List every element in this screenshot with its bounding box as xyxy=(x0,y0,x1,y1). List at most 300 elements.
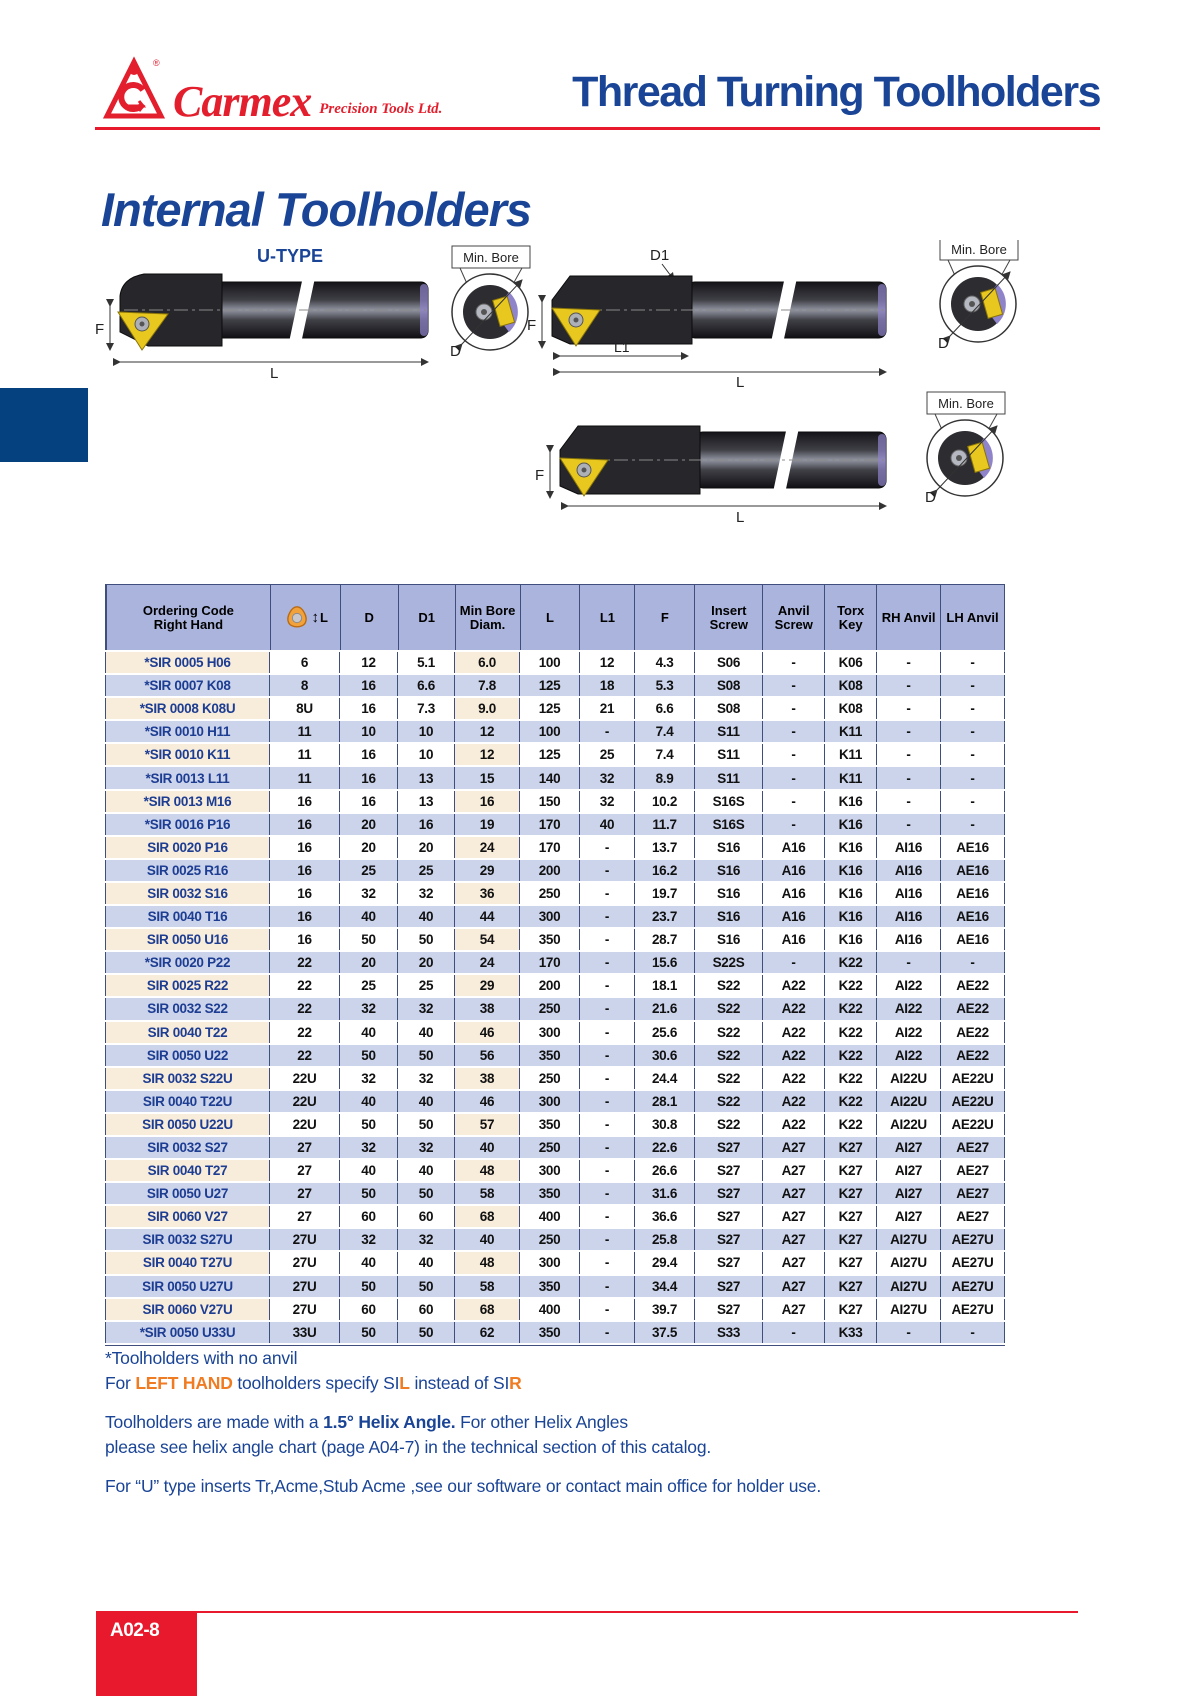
value-cell: S27 xyxy=(695,1229,763,1250)
value-cell: 400 xyxy=(520,1299,580,1320)
value-cell: K27 xyxy=(825,1183,877,1204)
note-highlight: R xyxy=(509,1373,522,1393)
dim-l-label: L xyxy=(270,365,279,382)
table-row xyxy=(105,1299,1005,1320)
value-cell: K16 xyxy=(825,837,877,858)
value-cell: 300 xyxy=(520,1252,580,1273)
value-cell: 60 xyxy=(398,1299,455,1320)
value-cell: AE16 xyxy=(941,837,1005,858)
value-cell: - xyxy=(763,767,825,788)
note-highlight: LEFT HAND xyxy=(135,1373,233,1393)
dim-l1-label: L1 xyxy=(614,339,630,355)
value-cell: 16 xyxy=(340,767,398,788)
value-cell: - xyxy=(580,837,635,858)
value-cell: S27 xyxy=(695,1206,763,1227)
ordering-code-cell: SIR 0032 S27U xyxy=(105,1229,270,1250)
value-cell: - xyxy=(763,814,825,835)
value-cell: 16 xyxy=(270,791,340,812)
ordering-code-cell: *SIR 0007 K08 xyxy=(105,675,270,696)
value-cell: - xyxy=(941,767,1005,788)
value-cell: 27U xyxy=(270,1229,340,1250)
value-cell: A27 xyxy=(763,1276,825,1297)
value-cell: A22 xyxy=(763,1022,825,1043)
value-cell: 27 xyxy=(270,1137,340,1158)
value-cell: K27 xyxy=(825,1137,877,1158)
value-cell: 36 xyxy=(455,883,520,904)
value-cell: AI27 xyxy=(877,1137,941,1158)
col-header-insert-screw: Insert Screw xyxy=(695,585,763,650)
value-cell: K22 xyxy=(825,1022,877,1043)
value-cell: 8 xyxy=(270,675,340,696)
value-cell: 6.6 xyxy=(635,698,695,719)
value-cell: 29 xyxy=(455,975,520,996)
note-text: toolholders specify SI xyxy=(232,1373,400,1393)
value-cell: 22 xyxy=(270,975,340,996)
value-cell: 170 xyxy=(520,837,580,858)
value-cell: 46 xyxy=(455,1091,520,1112)
ordering-code-cell: *SIR 0016 P16 xyxy=(105,814,270,835)
value-cell: K22 xyxy=(825,1045,877,1066)
value-cell: 13.7 xyxy=(635,837,695,858)
value-cell: - xyxy=(941,814,1005,835)
value-cell: 16 xyxy=(270,906,340,927)
value-cell: 25 xyxy=(340,860,398,881)
value-cell: 44 xyxy=(455,906,520,927)
value-cell: 20 xyxy=(340,814,398,835)
value-cell: - xyxy=(580,1183,635,1204)
value-cell: 60 xyxy=(340,1206,398,1227)
value-cell: 250 xyxy=(520,1068,580,1089)
value-cell: - xyxy=(580,1114,635,1135)
value-cell: 7.3 xyxy=(398,698,455,719)
value-cell: 40 xyxy=(340,1252,398,1273)
note-helix-2: please see helix angle chart (page A04-7) in the technical section of this catalog. xyxy=(105,1437,712,1457)
value-cell: 13 xyxy=(398,767,455,788)
value-cell: 100 xyxy=(520,721,580,742)
value-cell: - xyxy=(580,929,635,950)
value-cell: - xyxy=(877,721,941,742)
value-cell: 22.6 xyxy=(635,1137,695,1158)
ordering-code-cell: SIR 0050 U22U xyxy=(105,1114,270,1135)
value-cell: 27 xyxy=(270,1206,340,1227)
value-cell: 25 xyxy=(398,860,455,881)
value-cell: 26.6 xyxy=(635,1160,695,1181)
value-cell: A16 xyxy=(763,837,825,858)
value-cell: S27 xyxy=(695,1183,763,1204)
value-cell: K27 xyxy=(825,1276,877,1297)
dim-d1-label: D1 xyxy=(650,247,670,264)
value-cell: K16 xyxy=(825,906,877,927)
value-cell: K11 xyxy=(825,744,877,765)
table-row xyxy=(105,883,1005,904)
value-cell: 350 xyxy=(520,1322,580,1343)
value-cell: - xyxy=(877,744,941,765)
value-cell: A22 xyxy=(763,975,825,996)
value-cell: - xyxy=(877,767,941,788)
value-cell: AI22 xyxy=(877,1022,941,1043)
value-cell: 27 xyxy=(270,1183,340,1204)
value-cell: K27 xyxy=(825,1252,877,1273)
note-u-type: For “U” type inserts Tr,Acme,Stub Acme ,see our software or contact main office for holder use. xyxy=(105,1476,821,1496)
value-cell: - xyxy=(763,744,825,765)
value-cell: AE27 xyxy=(941,1183,1005,1204)
note-left-hand xyxy=(105,1373,1025,1394)
min-bore-label: Min. Bore xyxy=(938,396,994,411)
value-cell: 32 xyxy=(398,1068,455,1089)
value-cell: AI27U xyxy=(877,1299,941,1320)
value-cell: AE16 xyxy=(941,883,1005,904)
ordering-code-cell: SIR 0025 R22 xyxy=(105,975,270,996)
value-cell: 6 xyxy=(270,652,340,673)
value-cell: 4.3 xyxy=(635,652,695,673)
value-cell: 36.6 xyxy=(635,1206,695,1227)
value-cell: A27 xyxy=(763,1137,825,1158)
value-cell: 50 xyxy=(340,1183,398,1204)
value-cell: 22 xyxy=(270,998,340,1019)
value-cell: S08 xyxy=(695,698,763,719)
value-cell: S33 xyxy=(695,1322,763,1343)
value-cell: - xyxy=(941,744,1005,765)
value-cell: - xyxy=(941,698,1005,719)
footer-rule xyxy=(196,1611,1078,1613)
value-cell: 300 xyxy=(520,906,580,927)
value-cell: 250 xyxy=(520,1137,580,1158)
value-cell: S22 xyxy=(695,1045,763,1066)
value-cell: 9.0 xyxy=(455,698,520,719)
value-cell: 125 xyxy=(520,744,580,765)
value-cell: 16 xyxy=(270,837,340,858)
value-cell: AE22 xyxy=(941,975,1005,996)
value-cell: S11 xyxy=(695,767,763,788)
header-line: Right Hand xyxy=(153,616,224,632)
col-header-anvil-screw: Anvil Screw xyxy=(763,585,825,650)
value-cell: S08 xyxy=(695,675,763,696)
ordering-code-cell: SIR 0020 P16 xyxy=(105,837,270,858)
value-cell: - xyxy=(580,1206,635,1227)
value-cell: 13 xyxy=(398,791,455,812)
value-cell: 24.4 xyxy=(635,1068,695,1089)
value-cell: A27 xyxy=(763,1252,825,1273)
value-cell: 22U xyxy=(270,1091,340,1112)
table-row xyxy=(105,837,1005,858)
note-no-anvil: *Toolholders with no anvil xyxy=(105,1348,298,1368)
value-cell: 200 xyxy=(520,975,580,996)
value-cell: - xyxy=(877,814,941,835)
table-row xyxy=(105,1137,1005,1158)
value-cell: 20 xyxy=(398,837,455,858)
dim-l-label: L xyxy=(736,509,745,526)
value-cell: 10.2 xyxy=(635,791,695,812)
value-cell: 5.1 xyxy=(398,652,455,673)
carmex-logo-icon xyxy=(103,56,165,124)
value-cell: 22 xyxy=(270,1022,340,1043)
value-cell: 125 xyxy=(520,698,580,719)
value-cell: 50 xyxy=(398,1045,455,1066)
ordering-code-cell: *SIR 0005 H06 xyxy=(105,652,270,673)
value-cell: - xyxy=(580,1252,635,1273)
ordering-code-cell: *SIR 0020 P22 xyxy=(105,952,270,973)
value-cell: K11 xyxy=(825,721,877,742)
value-cell: 16 xyxy=(340,744,398,765)
table-row xyxy=(105,906,1005,927)
table-row xyxy=(105,1114,1005,1135)
value-cell: - xyxy=(877,952,941,973)
col-header-l1: L1 xyxy=(580,585,635,650)
table-row xyxy=(105,929,1005,950)
value-cell: 40 xyxy=(398,1160,455,1181)
col-header-insert-size xyxy=(271,585,341,650)
value-cell: 40 xyxy=(340,1160,398,1181)
value-cell: AI16 xyxy=(877,906,941,927)
note-text: For other Helix Angles xyxy=(455,1412,628,1432)
value-cell: A27 xyxy=(763,1299,825,1320)
ordering-code-cell: SIR 0060 V27 xyxy=(105,1206,270,1227)
value-cell: 7.8 xyxy=(455,675,520,696)
value-cell: K16 xyxy=(825,860,877,881)
value-cell: AI22 xyxy=(877,975,941,996)
footnotes xyxy=(105,1348,1025,1501)
value-cell: AE22 xyxy=(941,998,1005,1019)
value-cell: - xyxy=(877,652,941,673)
value-cell: 32 xyxy=(340,1229,398,1250)
ordering-code-cell: SIR 0032 S27 xyxy=(105,1137,270,1158)
value-cell: S11 xyxy=(695,744,763,765)
value-cell: - xyxy=(763,652,825,673)
value-cell: 8.9 xyxy=(635,767,695,788)
table-row xyxy=(105,1160,1005,1181)
value-cell: S16 xyxy=(695,837,763,858)
value-cell: A22 xyxy=(763,998,825,1019)
value-cell: 11.7 xyxy=(635,814,695,835)
value-cell: 50 xyxy=(398,1322,455,1343)
value-cell: AI27 xyxy=(877,1183,941,1204)
value-cell: - xyxy=(580,1322,635,1343)
col-header-d1: D1 xyxy=(399,585,456,650)
value-cell: AE22U xyxy=(941,1114,1005,1135)
note-helix xyxy=(105,1412,1025,1433)
value-cell: 31.6 xyxy=(635,1183,695,1204)
value-cell: K16 xyxy=(825,814,877,835)
value-cell: 21 xyxy=(580,698,635,719)
value-cell: K22 xyxy=(825,1068,877,1089)
min-bore-label: Min. Bore xyxy=(463,250,519,265)
value-cell: 200 xyxy=(520,860,580,881)
value-cell: AI16 xyxy=(877,929,941,950)
value-cell: AI22U xyxy=(877,1091,941,1112)
value-cell: - xyxy=(580,1068,635,1089)
ordering-code-cell: *SIR 0013 M16 xyxy=(105,791,270,812)
value-cell: 12 xyxy=(340,652,398,673)
value-cell: AE16 xyxy=(941,929,1005,950)
value-cell: 29.4 xyxy=(635,1252,695,1273)
note-text: Toolholders are made with a xyxy=(105,1412,324,1432)
value-cell: AI22 xyxy=(877,998,941,1019)
value-cell: - xyxy=(580,1045,635,1066)
value-cell: - xyxy=(941,652,1005,673)
toolholders-table xyxy=(105,584,1005,1346)
value-cell: 24 xyxy=(455,952,520,973)
table-row xyxy=(105,1252,1005,1273)
value-cell: 170 xyxy=(520,814,580,835)
value-cell: S22 xyxy=(695,998,763,1019)
value-cell: - xyxy=(580,998,635,1019)
value-cell: 150 xyxy=(520,791,580,812)
value-cell: A22 xyxy=(763,1045,825,1066)
value-cell: 50 xyxy=(340,1276,398,1297)
value-cell: 56 xyxy=(455,1045,520,1066)
value-cell: S27 xyxy=(695,1137,763,1158)
value-cell: 20 xyxy=(340,952,398,973)
value-cell: 16 xyxy=(270,814,340,835)
value-cell: 50 xyxy=(398,1276,455,1297)
value-cell: 22U xyxy=(270,1068,340,1089)
value-cell: K11 xyxy=(825,767,877,788)
value-cell: 32 xyxy=(398,1229,455,1250)
value-cell: - xyxy=(941,1322,1005,1343)
value-cell: 40 xyxy=(398,1252,455,1273)
ordering-code-cell: SIR 0050 U16 xyxy=(105,929,270,950)
value-cell: AI27U xyxy=(877,1229,941,1250)
value-cell: K27 xyxy=(825,1206,877,1227)
table-row xyxy=(105,1022,1005,1043)
value-cell: 37.5 xyxy=(635,1322,695,1343)
table-row xyxy=(105,1276,1005,1297)
value-cell: A16 xyxy=(763,883,825,904)
value-cell: 32 xyxy=(340,1137,398,1158)
ordering-code-cell: SIR 0060 V27U xyxy=(105,1299,270,1320)
value-cell: AI22U xyxy=(877,1068,941,1089)
value-cell: 34.4 xyxy=(635,1276,695,1297)
ordering-code-cell: SIR 0025 R16 xyxy=(105,860,270,881)
value-cell: 32 xyxy=(340,883,398,904)
value-cell: S27 xyxy=(695,1299,763,1320)
value-cell: AE27U xyxy=(941,1276,1005,1297)
value-cell: A22 xyxy=(763,1091,825,1112)
table-row xyxy=(105,652,1005,673)
brand-name: Carmex xyxy=(173,77,312,126)
value-cell: 27U xyxy=(270,1252,340,1273)
value-cell: 25.6 xyxy=(635,1022,695,1043)
value-cell: S16 xyxy=(695,929,763,950)
ordering-code-cell: SIR 0040 T27U xyxy=(105,1252,270,1273)
value-cell: 15.6 xyxy=(635,952,695,973)
ordering-code-cell: SIR 0040 T27 xyxy=(105,1160,270,1181)
value-cell: - xyxy=(763,721,825,742)
value-cell: AI16 xyxy=(877,860,941,881)
updown-arrow-icon: ↕ xyxy=(311,608,320,626)
value-cell: 57 xyxy=(455,1114,520,1135)
value-cell: - xyxy=(580,975,635,996)
value-cell: 62 xyxy=(455,1322,520,1343)
value-cell: K22 xyxy=(825,975,877,996)
col-header-ordering-code xyxy=(106,585,271,650)
value-cell: - xyxy=(763,698,825,719)
value-cell: S16S xyxy=(695,814,763,835)
min-bore-diagram xyxy=(925,392,1005,506)
ordering-code-cell: *SIR 0010 H11 xyxy=(105,721,270,742)
value-cell: - xyxy=(877,675,941,696)
table-row xyxy=(105,952,1005,973)
value-cell: 250 xyxy=(520,998,580,1019)
value-cell: S11 xyxy=(695,721,763,742)
value-cell: 20 xyxy=(340,837,398,858)
value-cell: 30.6 xyxy=(635,1045,695,1066)
value-cell: 12 xyxy=(580,652,635,673)
ordering-code-cell: *SIR 0050 U33U xyxy=(105,1322,270,1343)
note-text: instead of SI xyxy=(409,1373,510,1393)
page-number: A02-8 xyxy=(110,1620,160,1641)
value-cell: 39.7 xyxy=(635,1299,695,1320)
value-cell: 18.1 xyxy=(635,975,695,996)
page-number-box xyxy=(96,1611,197,1696)
value-cell: K22 xyxy=(825,952,877,973)
value-cell: 25 xyxy=(580,744,635,765)
value-cell: 125 xyxy=(520,675,580,696)
value-cell: 350 xyxy=(520,1045,580,1066)
value-cell: 16 xyxy=(340,698,398,719)
value-cell: 16 xyxy=(340,791,398,812)
value-cell: 50 xyxy=(340,929,398,950)
value-cell: 24 xyxy=(455,837,520,858)
value-cell: - xyxy=(877,698,941,719)
value-cell: K08 xyxy=(825,698,877,719)
value-cell: 40 xyxy=(455,1229,520,1250)
value-cell: AE22U xyxy=(941,1068,1005,1089)
value-cell: 6.6 xyxy=(398,675,455,696)
value-cell: 20 xyxy=(398,952,455,973)
dim-d-label: D xyxy=(450,343,461,360)
value-cell: 28.1 xyxy=(635,1091,695,1112)
value-cell: 50 xyxy=(340,1322,398,1343)
value-cell: A27 xyxy=(763,1229,825,1250)
value-cell: S06 xyxy=(695,652,763,673)
value-cell: S27 xyxy=(695,1160,763,1181)
value-cell: - xyxy=(877,791,941,812)
ordering-code-cell: SIR 0050 U27U xyxy=(105,1276,270,1297)
value-cell: AE22 xyxy=(941,1022,1005,1043)
value-cell: S22 xyxy=(695,1114,763,1135)
value-cell: A16 xyxy=(763,906,825,927)
note-text: For xyxy=(105,1373,136,1393)
ordering-code-cell: SIR 0050 U22 xyxy=(105,1045,270,1066)
ordering-code-cell: *SIR 0013 L11 xyxy=(105,767,270,788)
value-cell: 18 xyxy=(580,675,635,696)
min-bore-label: Min. Bore xyxy=(951,242,1007,257)
value-cell: K16 xyxy=(825,791,877,812)
table-row xyxy=(105,675,1005,696)
value-cell: - xyxy=(580,1160,635,1181)
dim-d-label: D xyxy=(938,335,949,352)
value-cell: K06 xyxy=(825,652,877,673)
value-cell: 11 xyxy=(270,744,340,765)
value-cell: AI22 xyxy=(877,1045,941,1066)
value-cell: 60 xyxy=(340,1299,398,1320)
brand-logo xyxy=(103,54,442,124)
value-cell: 7.4 xyxy=(635,744,695,765)
value-cell: 38 xyxy=(455,998,520,1019)
toolholder-utype-diagram xyxy=(95,274,428,382)
value-cell: S27 xyxy=(695,1276,763,1297)
col-header-min-bore: Min Bore Diam. xyxy=(456,585,521,650)
value-cell: 58 xyxy=(455,1183,520,1204)
value-cell: 32 xyxy=(580,791,635,812)
value-cell: 40 xyxy=(340,906,398,927)
min-bore-diagram xyxy=(938,240,1018,352)
ordering-code-cell: SIR 0050 U27 xyxy=(105,1183,270,1204)
col-header-lh-anvil: LH Anvil xyxy=(941,585,1005,650)
value-cell: 32 xyxy=(340,1068,398,1089)
table-row xyxy=(105,975,1005,996)
